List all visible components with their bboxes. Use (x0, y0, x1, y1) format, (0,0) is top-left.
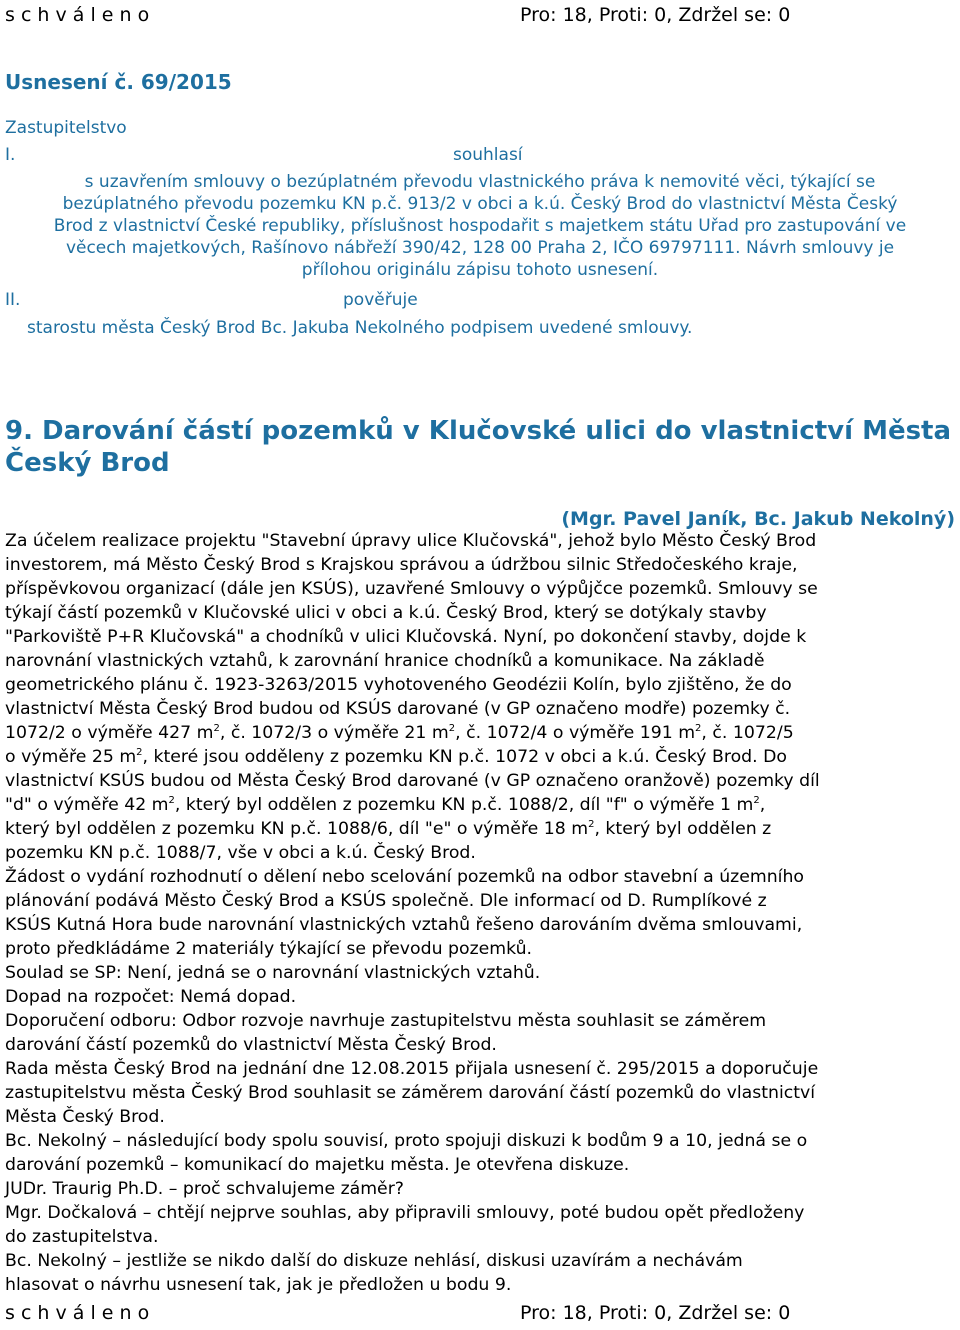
body-line: narovnání vlastnických vztahů, k zarovnání hranice chodníků a komunikace. Na základě (5, 651, 765, 671)
superscript: 2 (588, 819, 595, 831)
point2-text: starostu města Český Brod Bc. Jakuba Nekolného podpisem uvedené smlouvy. (27, 318, 693, 338)
body-line (5, 747, 787, 767)
point1-verb: souhlasí (453, 145, 523, 165)
point1-line-3: Brod z vlastnictví České republiky, příslušnost hospodařit s majetkem státu Uřad pro zastupování ve (53, 216, 907, 236)
body-line: zastupitelstvu města Český Brod souhlasit se záměrem darování částí pozemků do vlastnictví (5, 1083, 816, 1103)
body-line (5, 723, 794, 743)
body-line: plánování podává Město Český Brod a KSÚS společně. Dle informací od D. Rumplíkové z (5, 891, 767, 911)
vote-result-bottom: Pro: 18, Proti: 0, Zdržel se: 0 (520, 1302, 791, 1324)
body-line: proto předkládáme 2 materiály týkající se převodu pozemků. (5, 939, 533, 959)
text-segment: 1072/2 o výměře 427 m (5, 723, 214, 743)
body-line: Za účelem realizace projektu "Stavební úpravy ulice Klučovská", jehož bylo Město Český Brod (5, 531, 817, 551)
body-line: KSÚS Kutná Hora bude narovnání vlastnických vztahů řešeno darováním dvěma smlouvami, (5, 915, 803, 935)
item-presenters: (Mgr. Pavel Janík, Bc. Jakub Nekolný) (561, 508, 955, 530)
point1-numeral: I. (5, 145, 16, 165)
point1-line-2: bezúplatného převodu pozemku KN p.č. 913/2 v obci a k.ú. Český Brod do vlastnictví Města Český (62, 194, 898, 214)
body-line: Soulad se SP: Není, jedná se o narovnání vlastnických vztahů. (5, 963, 541, 983)
body-line: vlastnictví KSÚS budou od Města Český Brod darované (v GP označeno oranžově) pozemky díl (5, 771, 820, 791)
body-line: investorem, má Město Český Brod s Krajskou správou a údržbou silnic Středočeského kraje, (5, 555, 798, 575)
point2-verb: pověřuje (343, 290, 418, 310)
text-segment: , (759, 795, 766, 815)
body-line: Doporučení odboru: Odbor rozvoje navrhuje zastupitelstvu města souhlasit se záměrem (5, 1011, 767, 1031)
body-line: hlasovat o návrhu usnesení tak, jak je předložen u bodu 9. (5, 1275, 512, 1295)
body-line: JUDr. Traurig Ph.D. – proč schvalujeme záměr? (5, 1179, 404, 1199)
text-segment: , č. 1072/4 o výměře 191 m (455, 723, 696, 743)
vote-label-bottom: s c h v á l e n o (5, 1302, 150, 1324)
text-segment: který byl oddělen z pozemku KN p.č. 1088/6, díl "e" o výměře 18 m (5, 819, 589, 839)
body-line (5, 795, 765, 815)
vote-result-top: Pro: 18, Proti: 0, Zdržel se: 0 (520, 4, 791, 26)
point2-numeral: II. (5, 290, 21, 310)
superscript: 2 (448, 723, 456, 735)
resolution-body-label: Zastupitelstvo (5, 118, 127, 138)
body-line: Bc. Nekolný – jestliže se nikdo další do diskuze nehlásí, diskusi uzavírám a nechávám (5, 1251, 743, 1271)
body-line: příspěvkovou organizací (dále jen KSÚS), uzavřené Smlouvy o výpůjčce pozemků. Smlouvy se (5, 579, 818, 599)
text-segment: , které jsou odděleny z pozemku KN p.č. 1072 v obci a k.ú. Český Brod. Do (142, 747, 787, 767)
text-segment: , který byl oddělen z (594, 819, 772, 839)
point1-line-1: s uzavřením smlouvy o bezúplatném převodu vlastnického práva k nemovité věci, týkající se (84, 172, 876, 192)
vote-label-top: s c h v á l e n o (5, 4, 150, 26)
body-line: "Parkoviště P+R Klučovská" a chodníků v ulici Klučovská. Nyní, po dokončení stavby, dojde k (5, 627, 807, 647)
text-segment: o výměře 25 m (5, 747, 137, 767)
body-line: vlastnictví Města Český Brod budou od KSÚS darované (v GP označeno modře) pozemky č. (5, 699, 791, 719)
text-segment: , č. 1072/5 (701, 723, 794, 743)
text-segment: "d" o výměře 42 m (5, 795, 169, 815)
body-line: Bc. Nekolný – následující body spolu souvisí, proto spojuji diskuzi k bodům 9 a 10, jedná se o (5, 1131, 808, 1151)
body-line: do zastupitelstva. (5, 1227, 159, 1247)
body-line: geometrického plánu č. 1923-3263/2015 vyhotoveného Geodézii Kolín, bylo zjištěno, že do (5, 675, 792, 695)
point1-line-4: věcech majetkových, Rašínovo nábřeží 390/42, 128 00 Praha 2, IČO 69797111. Návrh smlouvy je (65, 238, 895, 258)
text-segment: , č. 1072/3 o výměře 21 m (219, 723, 449, 743)
body-line: darování pozemků – komunikací do majetku města. Je otevřena diskuze. (5, 1155, 630, 1175)
resolution-title: Usnesení č. 69/2015 (5, 70, 232, 94)
body-line: darování částí pozemků do vlastnictví Města Český Brod. (5, 1035, 497, 1055)
item-heading: 9. Darování částí pozemků v Klučovské ulici do vlastnictví Města Český Brod (5, 416, 952, 478)
body-line (5, 819, 771, 839)
superscript: 2 (136, 747, 143, 759)
body-line: Města Český Brod. (5, 1107, 165, 1127)
superscript: 2 (213, 723, 220, 735)
superscript: 2 (168, 795, 175, 807)
point1-line-5: přílohou originálu zápisu tohoto usnesení. (301, 260, 659, 280)
superscript: 2 (753, 795, 760, 807)
body-line: Dopad na rozpočet: Nemá dopad. (5, 987, 297, 1007)
body-line: Mgr. Dočkalová – chtějí nejprve souhlas, aby připravili smlouvy, poté budou opět předloženy (5, 1203, 805, 1223)
text-segment: , který byl oddělen z pozemku KN p.č. 1088/2, díl "f" o výměře 1 m (174, 795, 754, 815)
body-line: Žádost o vydání rozhodnutí o dělení nebo scelování pozemků na odbor stavební a územního (5, 867, 804, 887)
body-line: Rada města Český Brod na jednání dne 12.08.2015 přijala usnesení č. 295/2015 a doporučuje (5, 1059, 819, 1079)
body-line: týkají částí pozemků v Klučovské ulici v obci a k.ú. Český Brod, který se dotýkaly stavby (5, 603, 767, 623)
body-line: pozemku KN p.č. 1088/7, vše v obci a k.ú. Český Brod. (5, 843, 476, 863)
superscript: 2 (695, 723, 702, 735)
